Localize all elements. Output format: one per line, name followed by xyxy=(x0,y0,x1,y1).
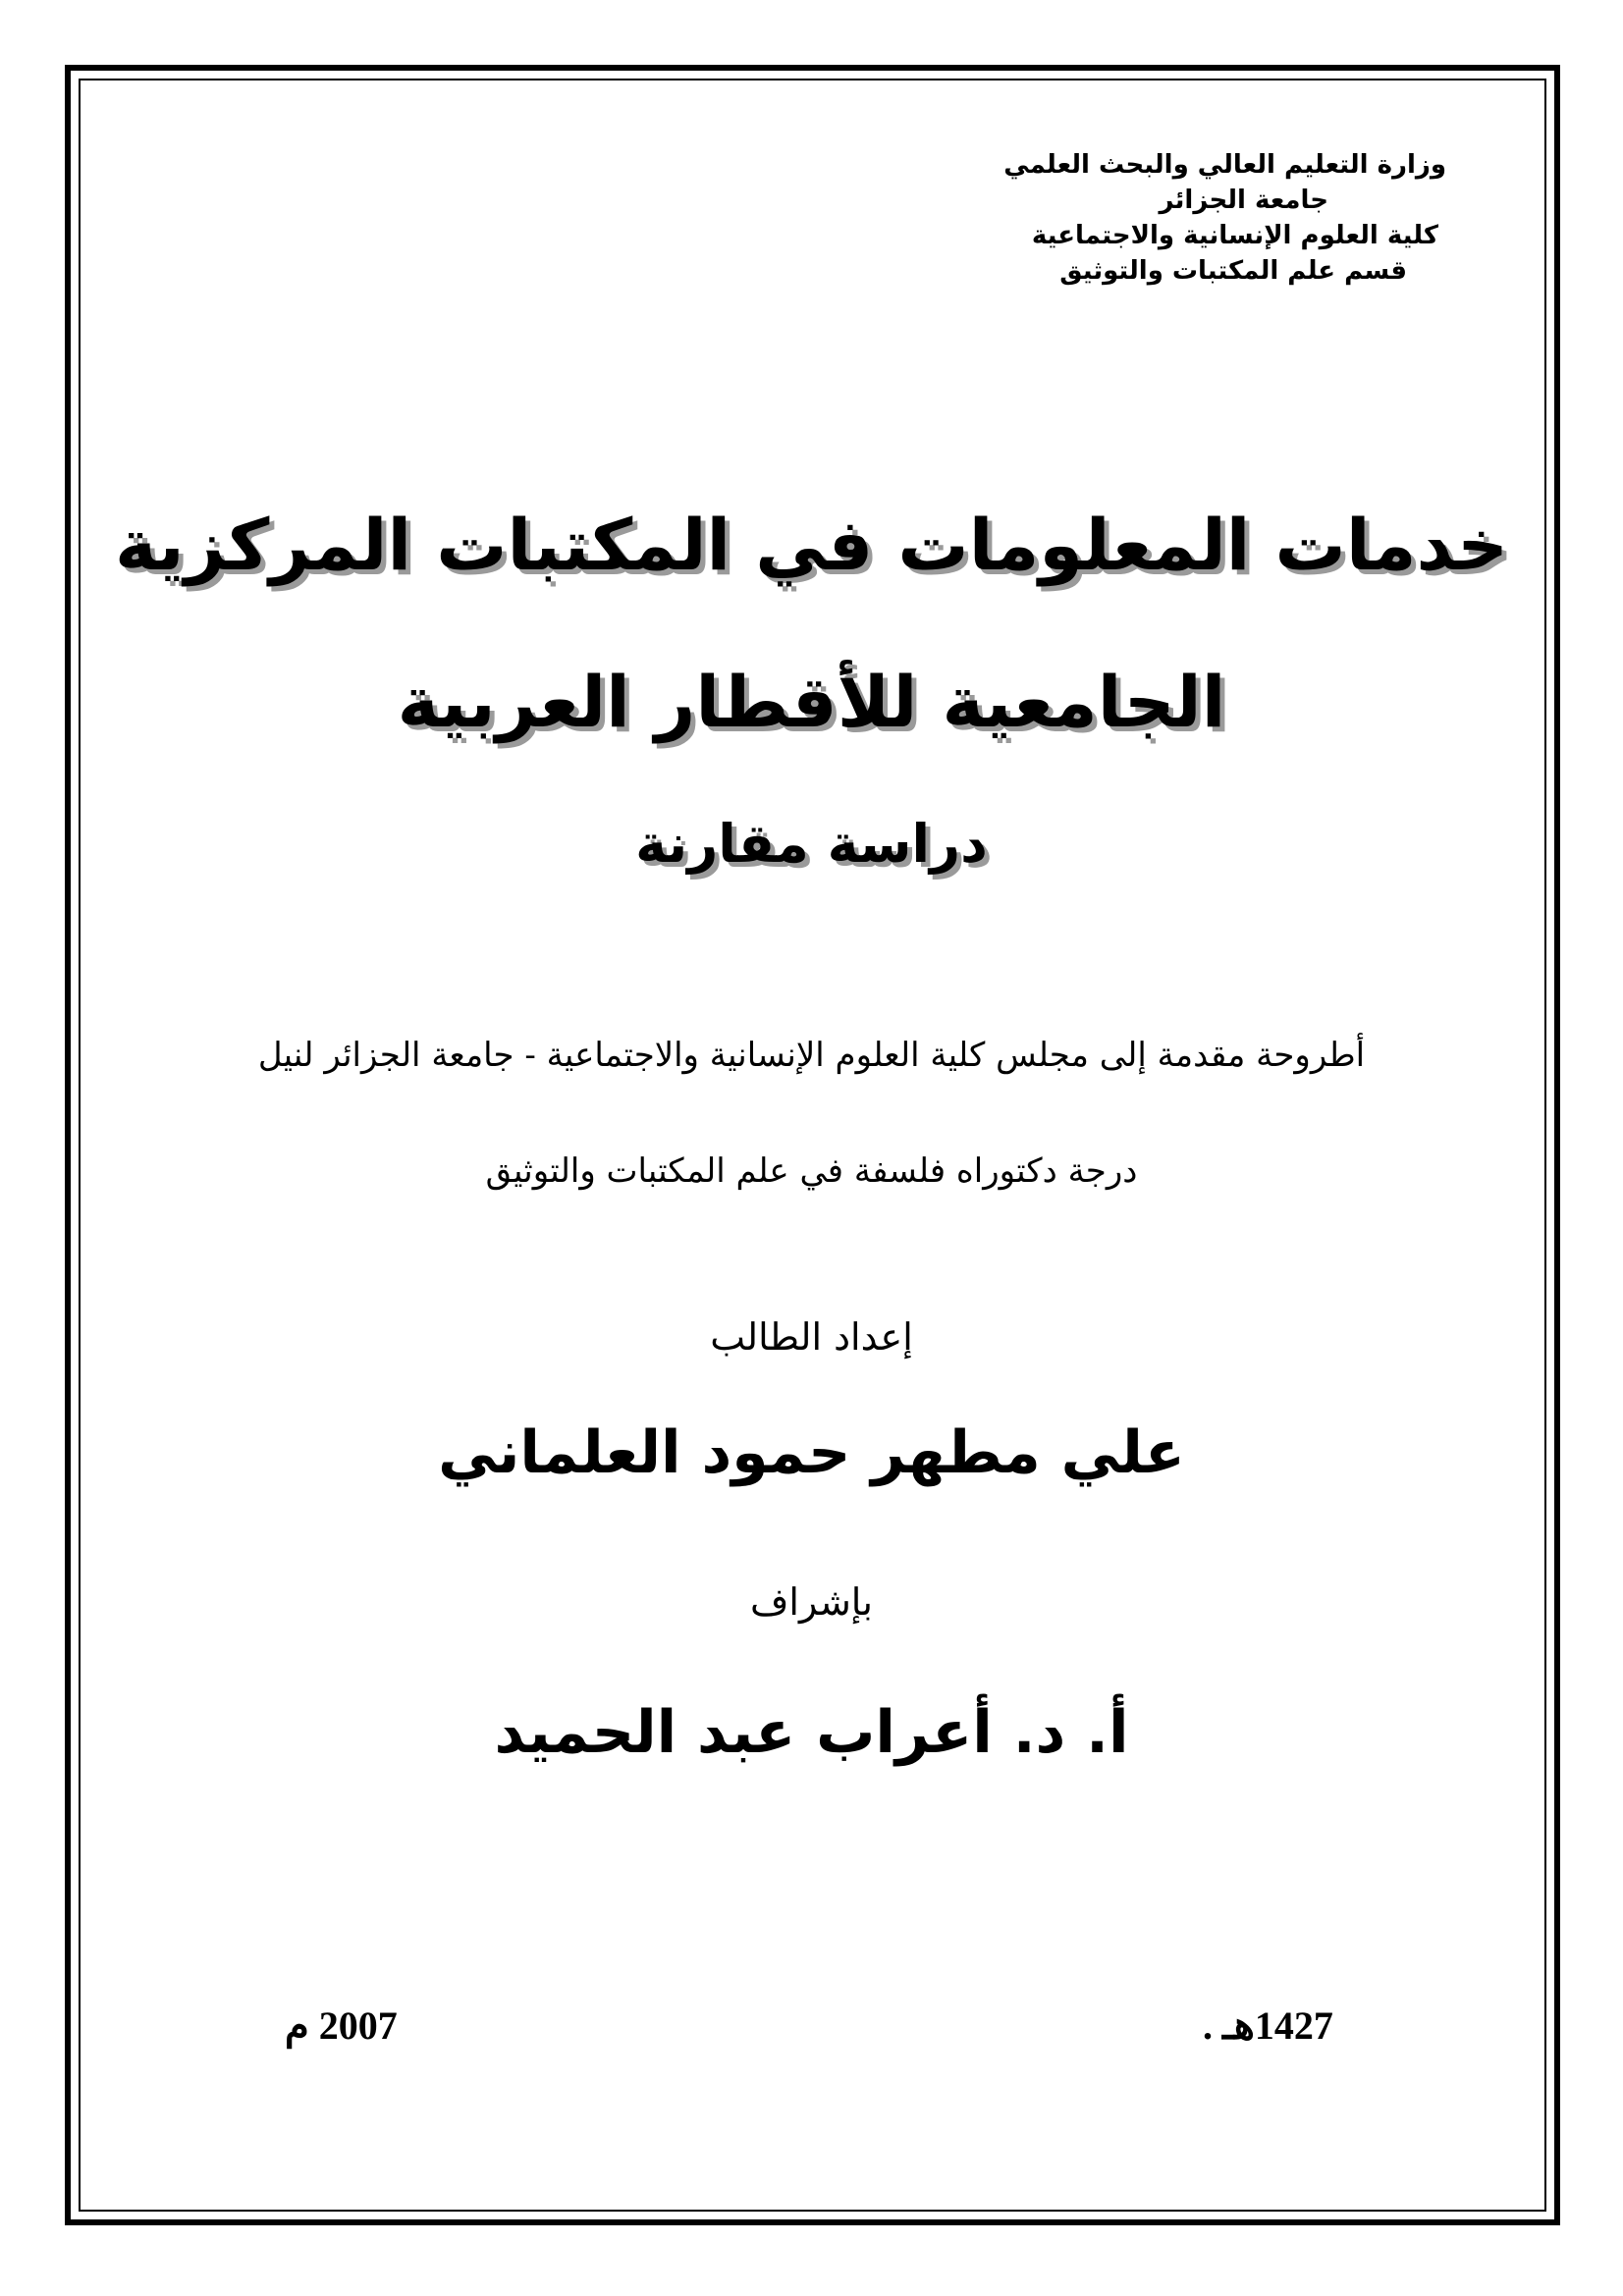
ministry-name: وزارة التعليم العالي والبحث العلمي xyxy=(1003,150,1446,180)
department-name: قسم علم المكتبات والتوثيق xyxy=(1059,256,1407,286)
supervision-label: بإشراف xyxy=(750,1580,873,1624)
prepared-by-label: إعداد الطالب xyxy=(710,1315,913,1359)
thesis-description-line-2: درجة دكتوراه فلسفة في علم المكتبات والتوثيق xyxy=(485,1151,1138,1191)
page-border-inner xyxy=(79,79,1546,2212)
supervisor-name: أ. د. أعراب عبد الحميد xyxy=(494,1698,1129,1767)
thesis-description-line-1: أطروحة مقدمة إلى مجلس كلية العلوم الإنسانية والاجتماعية - جامعة الجزائر لنيل xyxy=(257,1036,1366,1075)
gregorian-year: 2007 م xyxy=(285,2003,398,2048)
thesis-title-line-2: الجامعية للأقطار العربية xyxy=(397,661,1226,743)
thesis-title-line-1: خدمات المعلومات في المكتبات المركزية xyxy=(115,504,1508,586)
thesis-subtitle: دراسة مقارنة xyxy=(635,813,988,875)
institution-header xyxy=(896,147,1446,289)
student-name: علي مطهر حمود العلماني xyxy=(438,1418,1185,1487)
faculty-name: كلية العلوم الإنسانية والاجتماعية xyxy=(1031,221,1438,250)
university-name: جامعة الجزائر xyxy=(1159,186,1328,215)
hijri-year: 1427هـ . xyxy=(1203,2003,1333,2048)
